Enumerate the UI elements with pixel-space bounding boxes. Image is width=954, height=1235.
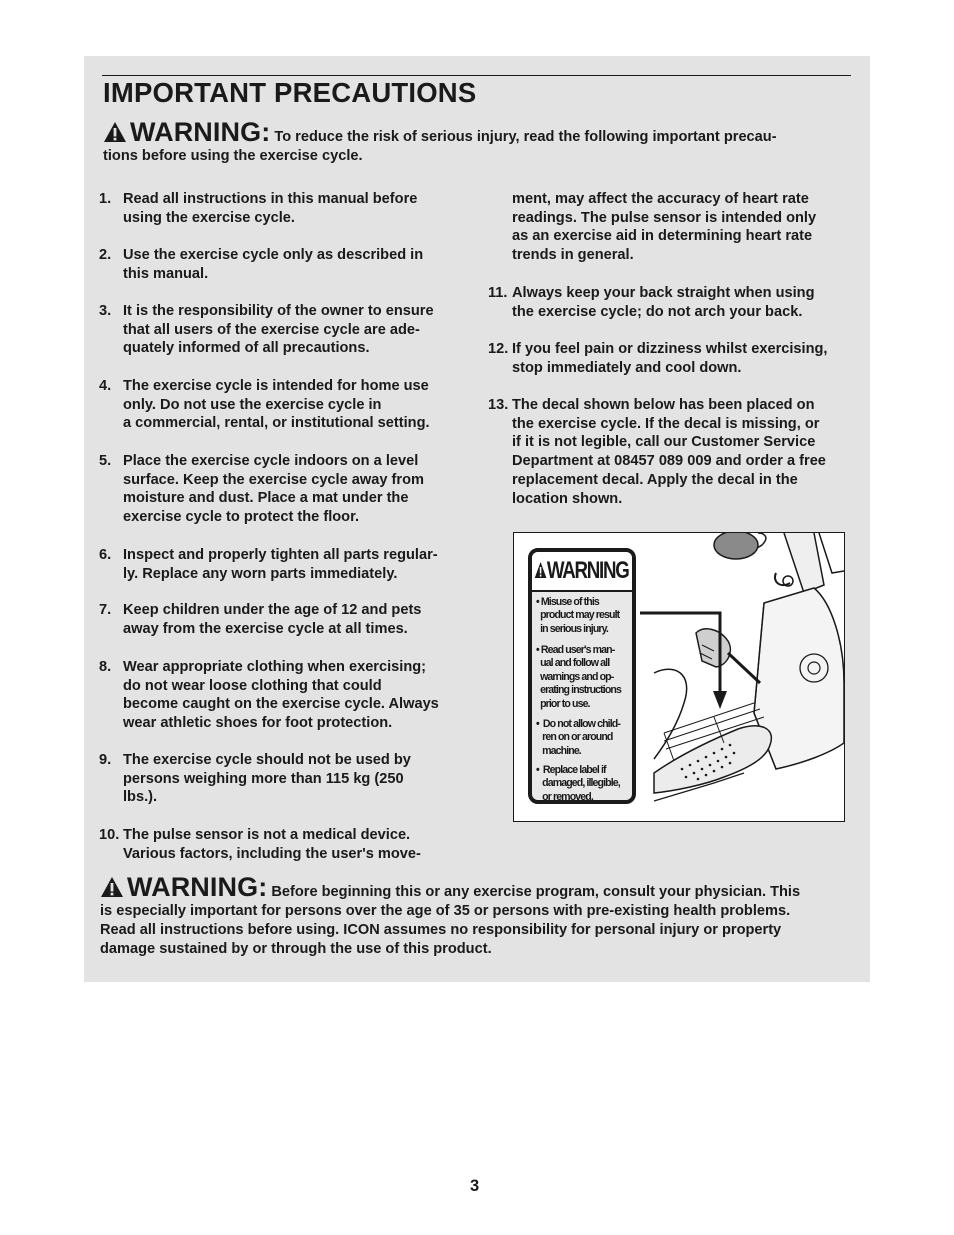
precaution-text-line: Wear appropriate clothing when exercising; bbox=[123, 659, 427, 675]
decal-text-line: • Read user's man- bbox=[536, 644, 615, 656]
precaution-text-line: only. Do not use the exercise cycle in bbox=[123, 396, 382, 413]
warning-intro-line-1: To reduce the risk of serious injury, read the following important precau- bbox=[274, 129, 777, 145]
decal-bullet bbox=[536, 718, 620, 758]
precaution-text-line: The exercise cycle should not be used by bbox=[123, 752, 411, 768]
decal-text-line: prior to use. bbox=[536, 697, 590, 710]
precaution-number: 8. bbox=[99, 659, 112, 675]
warning-triangle-icon bbox=[103, 121, 127, 143]
precaution-text-line: become caught on the exercise cycle. Always bbox=[123, 696, 439, 713]
decal-text-line: product may result bbox=[536, 609, 620, 622]
warning-intro-line-2: tions before using the exercise cycle. bbox=[103, 148, 363, 164]
precaution-number: 9. bbox=[99, 752, 112, 768]
precaution-number: 11. bbox=[488, 285, 508, 301]
precaution-number: 13. bbox=[488, 397, 509, 413]
decal-heading-text: WARNING bbox=[546, 557, 629, 584]
precaution-text-line: Keep children under the age of 12 and pets bbox=[123, 602, 422, 618]
precaution-text-line: stop immediately and cool down. bbox=[512, 359, 742, 376]
precaution-text-line: do not wear loose clothing that could bbox=[123, 677, 382, 694]
precaution-text-line: using the exercise cycle. bbox=[123, 209, 295, 226]
warning-physician-line-2: is especially important for persons over the age of 35 or persons with pre-existing health problems. bbox=[100, 903, 791, 919]
precaution-text-line: Various factors, including the user's move- bbox=[123, 845, 421, 862]
decal-warning-icon bbox=[534, 561, 546, 579]
warning-decal bbox=[528, 548, 636, 804]
precaution-text-line: The decal shown below has been placed on bbox=[512, 397, 815, 413]
decal-text-line: machine. bbox=[536, 744, 581, 757]
decal-text-line: ren on or around bbox=[536, 731, 613, 744]
precaution-text-line: Inspect and properly tighten all parts regular- bbox=[123, 547, 438, 563]
decal-bullet bbox=[536, 596, 619, 636]
precaution-text-line: if it is not legible, call our Customer Service bbox=[512, 434, 816, 451]
precaution-text-line: replacement decal. Apply the decal in the bbox=[512, 471, 798, 488]
title-rule bbox=[102, 75, 851, 76]
precaution-text-line: The pulse sensor is not a medical device. bbox=[123, 827, 411, 843]
warning-triangle-icon bbox=[100, 876, 124, 898]
precaution-number: 10. bbox=[99, 827, 120, 843]
precaution-text-line: Always keep your back straight when using bbox=[512, 285, 815, 301]
precaution-text-line: Place the exercise cycle indoors on a level bbox=[123, 453, 419, 469]
decal-text-line: ual and follow all bbox=[536, 657, 610, 670]
warning-intro bbox=[103, 117, 833, 166]
precaution-text-line: persons weighing more than 115 kg (250 bbox=[123, 770, 404, 787]
precaution-text-line: a commercial, rental, or institutional setting. bbox=[123, 415, 430, 432]
precaution-text-line: as an exercise aid in determining heart rate bbox=[512, 228, 813, 245]
precaution-text-line: this manual. bbox=[123, 265, 209, 282]
page-number: 3 bbox=[470, 1177, 480, 1195]
precaution-text-line: ment, may affect the accuracy of heart rate bbox=[512, 191, 809, 207]
precaution-text-line: surface. Keep the exercise cycle away from bbox=[123, 471, 424, 488]
precaution-number: 3. bbox=[99, 303, 112, 319]
precaution-text-line: that all users of the exercise cycle are ade- bbox=[123, 321, 420, 338]
precaution-number: 4. bbox=[99, 378, 112, 394]
precaution-text-line: It is the responsibility of the owner to ensure bbox=[123, 303, 434, 319]
decal-heading bbox=[532, 552, 634, 592]
decal-text-line: erating instructions bbox=[536, 684, 621, 697]
decal-text-line: damaged, illegible, bbox=[536, 777, 620, 790]
precaution-text-line: exercise cycle to protect the floor. bbox=[123, 509, 360, 526]
decal-text-line: • Replace label if bbox=[536, 764, 606, 776]
decal-bullet bbox=[536, 764, 620, 804]
precaution-text-line: readings. The pulse sensor is intended only bbox=[512, 209, 817, 226]
decal-text-line: or removed. bbox=[536, 790, 593, 803]
precaution-number: 5. bbox=[99, 453, 112, 469]
precaution-text-line: The exercise cycle is intended for home use bbox=[123, 378, 429, 394]
warning-physician bbox=[100, 872, 860, 959]
warning-physician-line-4: damage sustained by or through the use of this product. bbox=[100, 941, 492, 957]
precaution-text-line: Department at 08457 089 009 and order a free bbox=[512, 453, 826, 470]
decal-text-line: • Misuse of this bbox=[536, 596, 599, 608]
warning-physician-line-3: Read all instructions before using. ICON assumes no responsibility for personal injury or property bbox=[100, 922, 782, 938]
precaution-text-line: moisture and dust. Place a mat under the bbox=[123, 490, 409, 507]
decal-text-line: in serious injury. bbox=[536, 622, 608, 635]
precaution-text-line: location shown. bbox=[512, 490, 623, 507]
precaution-text-line: wear athletic shoes for foot protection. bbox=[123, 715, 393, 732]
precaution-text-line: Use the exercise cycle only as described in bbox=[123, 247, 424, 263]
page-title: IMPORTANT PRECAUTIONS bbox=[103, 77, 477, 108]
precaution-text-line: the exercise cycle; do not arch your back. bbox=[512, 303, 803, 320]
decal-illustration bbox=[513, 532, 845, 822]
precaution-text-line: trends in general. bbox=[512, 247, 634, 264]
precaution-text-line: quately informed of all precautions. bbox=[123, 340, 370, 357]
precaution-text-line: lbs.). bbox=[123, 789, 158, 806]
warning-physician-line-1: Before beginning this or any exercise program, consult your physician. This bbox=[271, 884, 801, 900]
precaution-text-line: ly. Replace any worn parts immediately. bbox=[123, 565, 398, 582]
precaution-number: 6. bbox=[99, 547, 112, 563]
precaution-text-line: the exercise cycle. If the decal is missing, or bbox=[512, 415, 820, 432]
precaution-text-line: Read all instructions in this manual before bbox=[123, 191, 418, 207]
precaution-number: 2. bbox=[99, 247, 112, 263]
precaution-number: 7. bbox=[99, 602, 112, 618]
precaution-number: 12. bbox=[488, 341, 509, 357]
precaution-number: 1. bbox=[99, 191, 112, 207]
decal-bullet bbox=[536, 644, 621, 711]
decal-text-line: warnings and op- bbox=[536, 670, 614, 683]
decal-text-line: • Do not allow child- bbox=[536, 718, 620, 730]
precaution-text-line: If you feel pain or dizziness whilst exercising, bbox=[512, 341, 828, 357]
warning-label: WARNING: bbox=[130, 117, 271, 147]
warning-label: WARNING: bbox=[127, 872, 268, 902]
precaution-text-line: away from the exercise cycle at all times. bbox=[123, 620, 408, 637]
